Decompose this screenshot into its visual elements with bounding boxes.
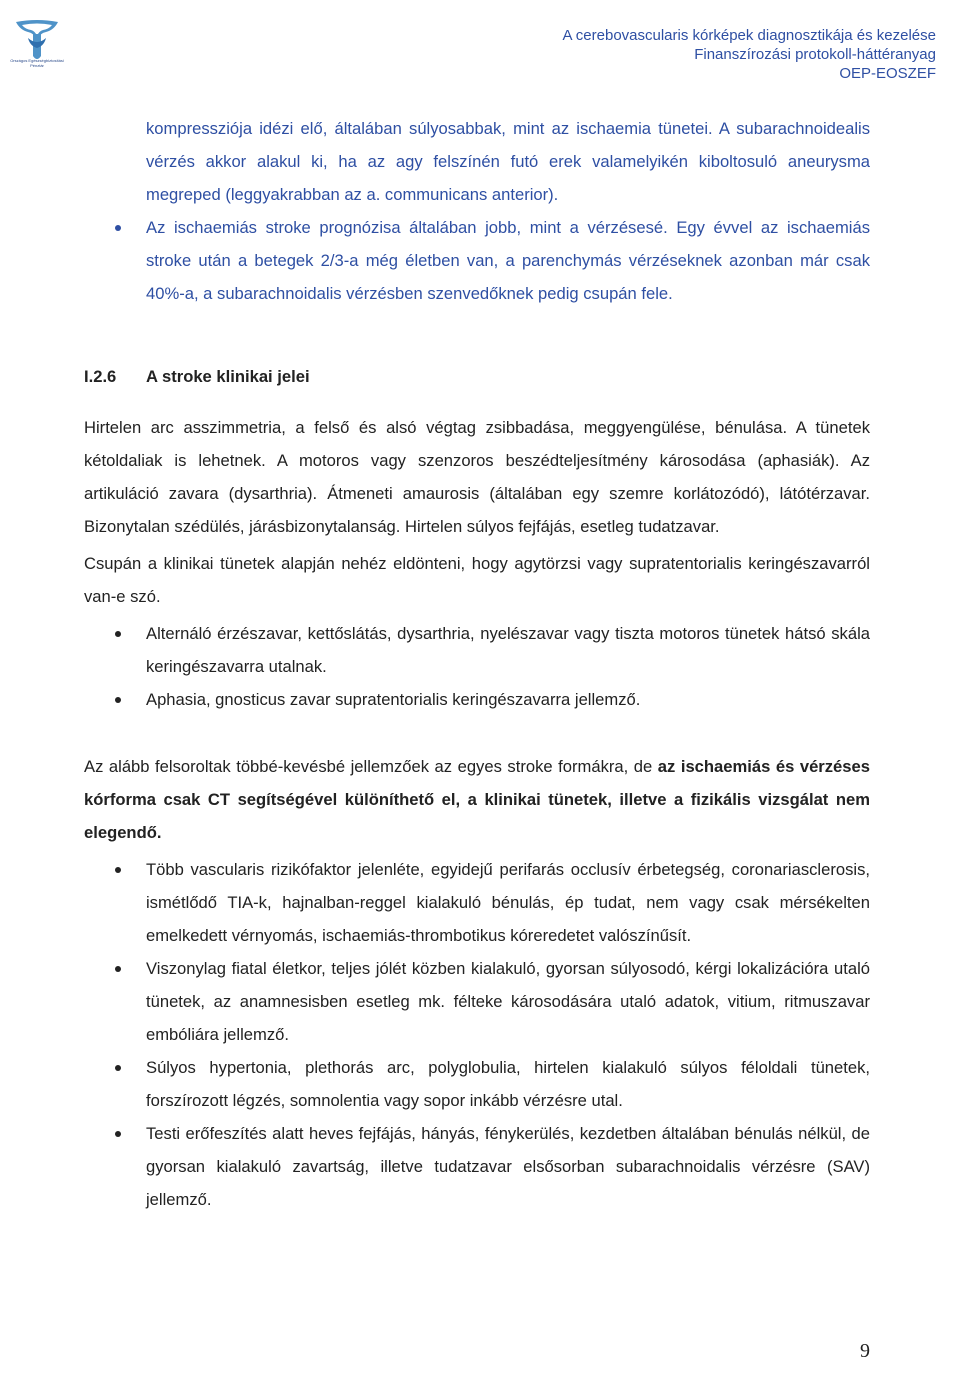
bullet-icon: [115, 966, 121, 972]
clinical-paragraph: Csupán a klinikai tünetek alapján nehéz eldönteni, hogy agytörzsi vagy supratentorialis keringészavarról van-e szó.: [84, 554, 870, 606]
header-line-org: OEP-EOSZEF: [839, 65, 936, 82]
bullet-icon: [115, 697, 121, 703]
prognosis-list: [84, 211, 870, 310]
header-line-title: A cerebovascularis kórképek diagnosztikája és kezelése: [562, 27, 936, 44]
page-header: [0, 0, 960, 90]
section-number: I.2.6: [84, 367, 117, 386]
symptoms-paragraph: Hirtelen arc asszimmetria, a felső és alsó végtag zsibbadása, meggyengülése, bénulása. A tünetek kétoldaliak is lehetnek. A motoros vagy szenzoros beszédteljesítmény károsodása (aphasiák). Az artikuláció zavara (dysarthria). Átmeneti amaurosis (általában egy szemre korlátozódó), látótérzavar. Bizonytalan szédülés, járásbizonytalanság. Hirtelen súlyos fejfájás, esetleg tudatzavar.: [84, 418, 870, 536]
summary-normal-text: Az alább felsoroltak többé-kevésbé jellemzőek az egyes stroke formákra, de: [84, 757, 658, 776]
intro-paragraph: kompressziója idézi elő, általában súlyosabbak, mint az ischaemia tünetei. A subarachnoidealis vérzés akkor alakul ki, ha az agy felszínén futó erek valamelyikén kiboltosuló aneurysma megreped (leggyakrabban az a. communicans anterior).: [146, 119, 870, 204]
header-title-block: [562, 26, 936, 83]
bullet-text: Alternáló érzészavar, kettőslátás, dysarthria, nyelészavar vagy tiszta motoros tünetek hátsó skála keringészavarra utalnak.: [146, 624, 870, 676]
bullet-text: Viszonylag fiatal életkor, teljes jólét közben kialakuló, gyorsan súlyosodó, kérgi lokalizációra utaló tünetek, az anamnesisben esetleg mk. félteke károsodására utaló adatok, vitium, ritmuszavar embóliára jellemző.: [146, 959, 870, 1044]
stroke-forms-list: [84, 853, 870, 1216]
location-list: [84, 617, 870, 716]
document-body: [84, 112, 870, 1216]
summary-paragraph: [84, 750, 870, 849]
bullet-icon: [115, 867, 121, 873]
bullet-icon: [115, 225, 121, 231]
page-number: 9: [860, 1340, 870, 1362]
bullet-text: Több vascularis rizikófaktor jelenléte, egyidejű perifarás occlusív érbetegség, coronariasclerosis, ismétlődő TIA-k, hajnalban-reggel kialakuló bénulás, ép tudat, nem vagy csak mérsékelten emelkedett vérnyomás, ischaemiás-thrombotikus kóreredetet valószínűsít.: [146, 860, 870, 945]
bullet-icon: [115, 1131, 121, 1137]
list-item: [84, 211, 870, 310]
list-item: [84, 683, 870, 716]
list-item: [84, 1117, 870, 1216]
bullet-text: Aphasia, gnosticus zavar supratentorialis keringészavarra jellemző.: [146, 690, 641, 709]
section-title: A stroke klinikai jelei: [146, 367, 310, 386]
bullet-text: Testi erőfeszítés alatt heves fejfájás, hányás, fénykerülés, kezdetben általában bénulás nélkül, de gyorsan kialakuló zavartság, illetve tudatzavar elsősorban subarachnoidalis vérzésre (SAV) jellemző.: [146, 1124, 870, 1209]
list-item: [84, 952, 870, 1051]
bullet-icon: [115, 631, 121, 637]
section-heading: [84, 360, 870, 393]
list-item: [84, 853, 870, 952]
bullet-icon: [115, 1065, 121, 1071]
bullet-text: Az ischaemiás stroke prognózisa általában jobb, mint a vérzésesé. Egy évvel az ischaemiás stroke után a betegek 2/3-a még életben van, a parenchymás vérzéseknek azonban már csak 40%-a, a subarachnoidalis vérzésben szenvedőknek pedig csupán fele.: [146, 218, 870, 303]
bullet-text: Súlyos hypertonia, plethorás arc, polyglobulia, hirtelen kialakuló súlyos féloldali tünetek, forszírozott légzés, somnolentia vagy sopor inkább vérzésre utal.: [146, 1058, 870, 1110]
logo-caption: Országos Egészségbiztosítási Pénztár: [10, 58, 64, 68]
header-line-subtitle: Finanszírozási protokoll-háttéranyag: [694, 46, 936, 63]
summary-bold-text: az ischaemiás és vérzéses kórforma csak CT segítségével különíthető el, a klinikai tünetek, illetve a fizikális vizsgálat nem elegendő.: [84, 757, 870, 842]
list-item: [84, 617, 870, 683]
list-item: [84, 1051, 870, 1117]
